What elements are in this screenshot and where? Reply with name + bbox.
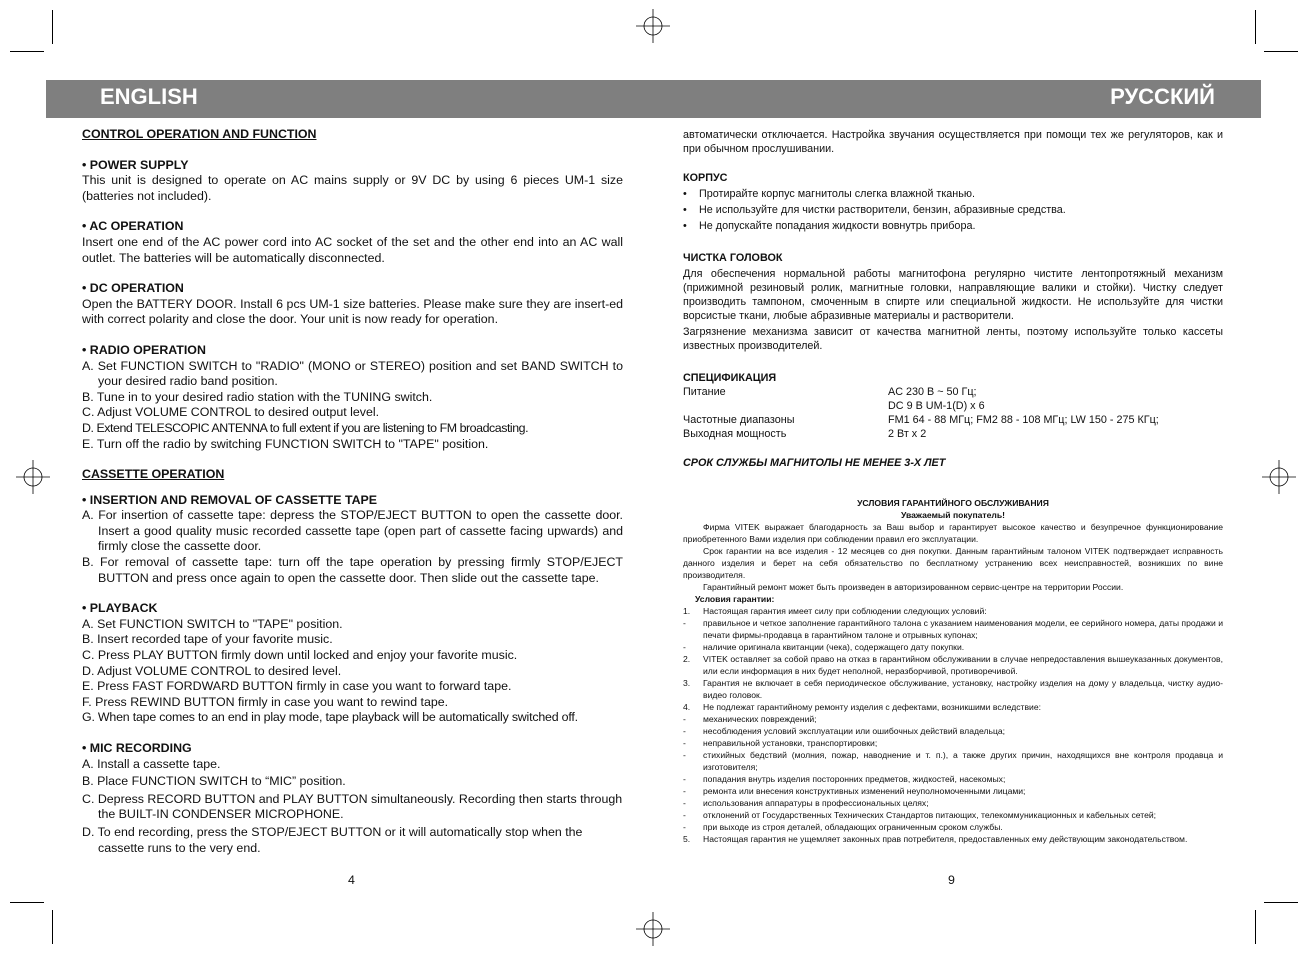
list-item: B. Tune in to your desired radio station with the TUNING switch. (82, 389, 433, 404)
heads-cleaning-text: Для обеспечения нормальной работы магнитофона регулярно чистите лентопротяжный механизм (прижимной резиновый ролик, магнитные головки, направляющие валики и стойки). Чистку следует производить тампоном, смоченным в спирте или специальной жидкости. Не используйте для чистки ворсистые ткани, любые абразивные материалы и растворители. (683, 268, 1223, 322)
list-item: B. For removal of cassette tape: turn off the tape operation by pressing firmly STOP/EJECT BUTTON and press once again to open the cassette door. Then slide out the cassette tape. (82, 555, 623, 585)
warranty-list-item: - несоблюдения условий эксплуатации или ошибочных действий владельца; (683, 726, 1006, 736)
heads-cleaning-text-2: Загрязнение механизма зависит от качества магнитной ленты, поэтому используйте только кассеты известных производителей. (683, 326, 1223, 352)
registration-mark-icon (16, 460, 50, 494)
russian-page (683, 128, 1223, 470)
cassette-operation-title: CASSETTE OPERATION (82, 467, 225, 482)
warranty-list-item: - попадания внутрь изделия посторонних предметов, жидкостей, насекомых; (683, 774, 1006, 784)
warranty-list-item: - наличие оригинала квитанции (чека), содержащего дату покупки. (683, 642, 965, 652)
service-life-note: СРОК СЛУЖБЫ МАГНИТОЛЫ НЕ МЕНЕЕ 3-Х ЛЕТ (683, 457, 946, 469)
list-item: A. Set FUNCTION SWITCH to "RADIO" (MONO or STEREO) position and set BAND SWITCH to your desired radio band position. (82, 358, 623, 389)
list-item: E. Press FAST FORDWARD BUTTON firmly in case you want to forward tape. (82, 679, 512, 694)
registration-mark-icon (1262, 460, 1296, 494)
mic-recording-heading: • MIC RECORDING (82, 741, 192, 755)
ac-operation-text: Insert one end of the AC power cord into AC socket of the set and the other end into an AC wall outlet. The batteries will be automatically disconnected. (82, 234, 623, 265)
page-number-right: 9 (948, 873, 955, 887)
warranty-list-item: - правильное и четкое заполнение гарантийного талона с указанием наименования модели, ее серийного номера, даты продажи и печати фирмы-продавца в гарантийном талоне и отрывных купонах; (683, 618, 1223, 640)
spec-row: Выходная мощность 2 Вт х 2 (683, 428, 927, 440)
warranty-greeting: Уважаемый покупатель! (900, 510, 1006, 520)
list-item: D. To end recording, press the STOP/EJECT BUTTON or it will automatically stop when the cassette runs to the very end. (82, 824, 583, 855)
list-item: • Не используйте для чистки растворители, бензин, абразивные средства. (683, 203, 1223, 217)
warranty-list (683, 605, 1223, 845)
spec-row: Частотные диапазоны FM1 64 - 88 МГц; FM2 88 - 108 МГц; LW 150 - 275 КГц; (683, 414, 1159, 426)
list-item: D. Adjust VOLUME CONTROL to desired level. (82, 663, 342, 678)
ac-operation-heading: • AC OPERATION (82, 219, 184, 234)
list-item: G. When tape comes to an end in play mode, tape playback will be automatically switched off. (82, 710, 578, 725)
list-item: D. Extend TELESCOPIC ANTENNA to full extent if you are listening to FM broadcasting. (82, 420, 529, 435)
crop-mark (10, 902, 44, 903)
warranty-list-item: - стихийных бедствий (молния, пожар, наводнение и т. п.), а также других причин, находящихся вне контроля продавца и изготовителя; (683, 750, 1223, 772)
warranty-list-item: 5. Настоящая гарантия не ущемляет законных прав потребителя, предоставленных ему действующим законодательством. (683, 834, 1188, 844)
dc-operation-heading: • DC OPERATION (82, 281, 184, 296)
list-item: E. Turn off the radio by switching FUNCTION SWITCH to "TAPE" position. (82, 436, 489, 451)
warranty-paragraph: Фирма VITEK выражает благодарность за Ваш выбор и гарантирует высокое качество и безупречное функционирование приобретенного Вами изделия при соблюдении правил его эксплуатации. (683, 522, 1223, 544)
power-supply-heading: • POWER SUPPLY (82, 157, 189, 172)
body-heading: КОРПУС (683, 172, 728, 184)
list-item: A. For insertion of cassette tape: depress the STOP/EJECT BUTTON to open the cassette door. Insert a good quality music recorded cassette tape (open part of cassette facing upwards) and firmly close the cassette door. (82, 508, 623, 554)
warranty-list-item: 3. Гарантия не включает в себя периодическое обслуживание, установку, настройку изделия на дому у владельца, чистку аудио-видео головок. (683, 678, 1223, 700)
playback-heading: • PLAYBACK (82, 601, 158, 616)
warranty-list-item: - использования аппаратуры в профессиональных целях; (683, 798, 929, 808)
header-russian-title: РУССКИЙ (1110, 84, 1215, 109)
radio-operation-heading: • RADIO OPERATION (82, 342, 206, 357)
heads-cleaning-heading: ЧИСТКА ГОЛОВОК (683, 252, 783, 264)
page-number-left: 4 (348, 873, 355, 887)
list-item: • Не допускайте попадания жидкости вовнутрь прибора. (683, 219, 1223, 233)
english-page (82, 127, 623, 856)
list-item: C. Depress RECORD BUTTON and PLAY BUTTON simultaneously. Recording then starts through the BUILT-IN CONDENSER MICROPHONE. (82, 791, 623, 822)
intro-text: автоматически отключается. Настройка звучания осуществляется при помощи тех же регуляторов, как и при обычном прослушивании. (683, 129, 1223, 155)
spec-row: DC 9 В UM-1(D) x 6 (888, 400, 985, 412)
registration-mark-icon (636, 912, 670, 946)
crop-mark (1264, 51, 1298, 52)
header-english-title: ENGLISH (100, 84, 198, 109)
warranty-list-item: 1. Настоящая гарантия имеет силу при соблюдении следующих условий: (683, 606, 987, 616)
warranty-paragraph: Гарантийный ремонт может быть произведен в авторизированном сервис-центре на территории России. (703, 582, 1124, 592)
warranty-paragraph: Срок гарантии на все изделия - 12 месяцев со дня покупки. Данным гарантийным талоном VITEK подтверждает исправность данного изделия и берет на себя обязательство по бесплатному устранению всех неисправностей, возникших по вине производителя. (683, 546, 1223, 580)
warranty-list-item: 4. Не подлежат гарантийному ремонту изделия с дефектами, возникшими вследствие: (683, 702, 1042, 712)
dc-operation-text: Open the BATTERY DOOR. Install 6 pcs UM-1 size batteries. Please make sure they are insert-ed with correct polarity and close the door. Your unit is now ready for operation. (82, 296, 623, 327)
spec-heading: СПЕЦИФИКАЦИЯ (683, 372, 777, 384)
list-item: B. Place FUNCTION SWITCH to “MIC” position. (82, 774, 346, 789)
crop-mark (1264, 902, 1298, 903)
warranty-list-item: 2. VITEK оставляет за собой право на отказ в гарантийном обслуживании в случае непредоставления вышеуказанных документов, или если информация в них будет неполной, неразборчивой, противоречивой. (683, 654, 1223, 676)
registration-mark-icon (636, 9, 670, 43)
crop-mark (10, 51, 44, 52)
list-item: C. Press PLAY BUTTON firmly down until locked and enjoy your favorite music. (82, 648, 518, 663)
warranty-section (683, 497, 1223, 845)
list-item: C. Adjust VOLUME CONTROL to desired output level. (82, 405, 380, 420)
insertion-heading: • INSERTION AND REMOVAL OF CASSETTE TAPE (82, 492, 378, 507)
spec-row: Питание AC 230 В ~ 50 Гц; (683, 386, 977, 398)
warranty-conditions-heading: Условия гарантии: (695, 594, 775, 604)
warranty-list-item: - ремонта или внесения конструктивных изменений неуполномоченными лицами; (683, 786, 1026, 796)
warranty-list-item: - механических повреждений; (683, 714, 817, 724)
section-title: CONTROL OPERATION AND FUNCTION (82, 127, 317, 141)
warranty-title: УСЛОВИЯ ГАРАНТИЙНОГО ОБСЛУЖИВАНИЯ (857, 498, 1049, 508)
crop-mark (52, 910, 53, 944)
list-item: B. Insert recorded tape of your favorite music. (82, 632, 333, 647)
warranty-list-item: - отклонений от Государственных Технических Стандартов питающих, телекоммуникационных и кабельных сетей; (683, 810, 1157, 820)
warranty-list-item: - при выходе из строя деталей, обладающих ограниченным сроком службы. (683, 822, 1003, 832)
crop-mark (52, 10, 53, 44)
list-item: A. Install a cassette tape. (82, 756, 221, 771)
language-header-bar (46, 80, 1261, 118)
crop-mark (1255, 910, 1256, 944)
warranty-list-item: - неправильной установки, транспортировки; (683, 738, 878, 748)
crop-mark (1255, 10, 1256, 44)
list-item: • Протирайте корпус магнитолы слегка влажной тканью. (683, 187, 1223, 201)
list-item: F. Press REWIND BUTTON firmly in case you want to rewind tape. (82, 694, 449, 709)
power-supply-text: This unit is designed to operate on AC mains supply or 9V DC by using 6 pieces UM-1 size (batteries not included). (82, 173, 623, 203)
list-item: A. Set FUNCTION SWITCH to "TAPE" position. (82, 616, 343, 631)
